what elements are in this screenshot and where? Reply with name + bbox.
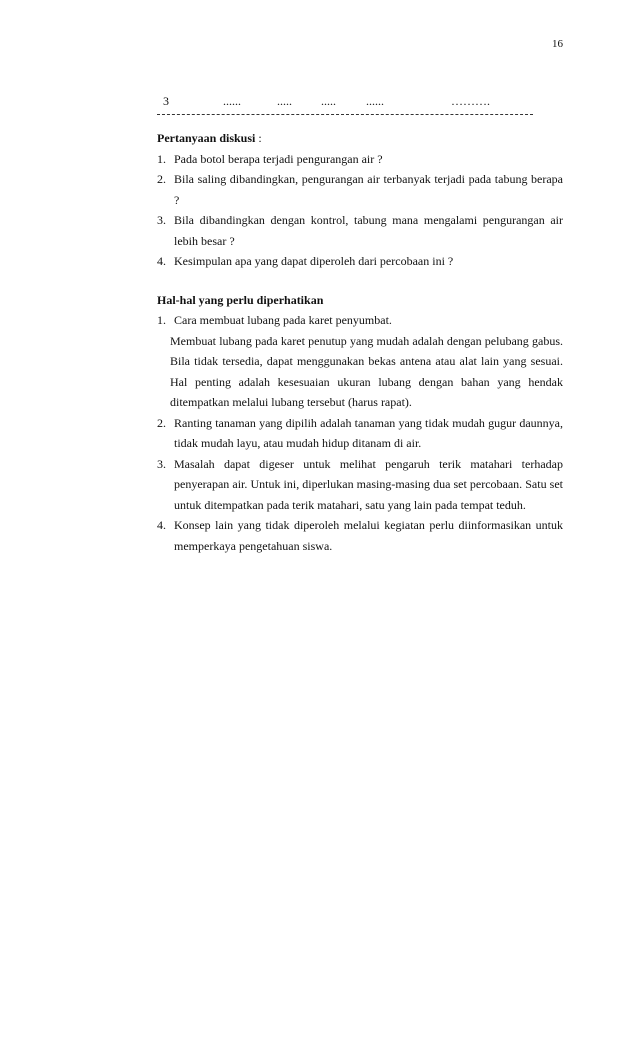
table-cell-number: 3 bbox=[163, 94, 169, 108]
list-item bbox=[157, 515, 563, 556]
section-spacer bbox=[157, 272, 563, 290]
list-item-text: Masalah dapat digeser untuk melihat pengaruh terik matahari terhadap penyerapan air. Untuk ini, diperlukan masing-masing dua set percobaan. Satu set untuk ditempatkan pada terik matahari, satu yang lain pada tempat teduh. bbox=[174, 456, 563, 512]
list-item-number: 3. bbox=[157, 213, 166, 227]
list-item-text: Pada botol berapa terjadi pengurangan air ? bbox=[174, 151, 383, 166]
notes-list bbox=[157, 310, 563, 556]
list-item-number: 1. bbox=[157, 313, 166, 327]
list-item bbox=[157, 454, 563, 516]
table-cell: ………. bbox=[451, 94, 490, 108]
list-item-text: Cara membuat lubang pada karet penyumbat. bbox=[174, 313, 392, 327]
dashed-divider bbox=[157, 114, 533, 115]
list-item-text: Konsep lain yang tidak diperoleh melalui kegiatan perlu diinformasikan untuk memperkaya pengetahuan siswa. bbox=[174, 518, 563, 553]
list-item-text: Kesimpulan apa yang dapat diperoleh dari percobaan ini ? bbox=[174, 254, 454, 268]
discussion-questions bbox=[157, 149, 563, 272]
list-item bbox=[157, 310, 563, 413]
list-item bbox=[157, 251, 563, 272]
list-item-number: 3. bbox=[157, 456, 166, 471]
page-content bbox=[157, 128, 563, 556]
list-item-number: 4. bbox=[157, 518, 166, 532]
discussion-heading bbox=[157, 128, 563, 149]
page-number: 16 bbox=[552, 38, 563, 50]
list-item bbox=[157, 169, 563, 210]
table-cell: ..... bbox=[321, 94, 336, 108]
table-cell: ...... bbox=[366, 94, 384, 108]
list-item bbox=[157, 149, 563, 170]
table-row bbox=[163, 94, 563, 110]
list-item bbox=[157, 210, 563, 251]
discussion-heading-text: Pertanyaan diskusi bbox=[157, 131, 256, 145]
table-cell: ..... bbox=[277, 94, 292, 108]
list-item-text: Bila saling dibandingkan, pengurangan air terbanyak terjadi pada tabung berapa ? bbox=[174, 172, 563, 207]
list-item-paragraph: Membuat lubang pada karet penutup yang mudah adalah dengan pelubang gabus. Bila tidak tersedia, dapat menggunakan bekas antena atau alat lain yang sesuai. Hal penting adalah kesesuaian ukuran lubang dengan bahan yang hendak ditempatkan melalui lubang tersebut (harus rapat). bbox=[170, 333, 563, 409]
list-item-text: Ranting tanaman yang dipilih adalah tanaman yang tidak mudah gugur daunnya, tidak mudah layu, atau mudah hidup ditanam di air. bbox=[174, 415, 563, 450]
list-item-line bbox=[157, 310, 563, 331]
discussion-heading-colon: : bbox=[255, 131, 262, 145]
list-item-number: 1. bbox=[157, 151, 166, 166]
list-item-text: Bila dibandingkan dengan kontrol, tabung mana mengalami pengurangan air lebih besar ? bbox=[174, 213, 563, 248]
list-item-number: 2. bbox=[157, 172, 166, 186]
notes-heading: Hal-hal yang perlu diperhatikan bbox=[157, 292, 324, 307]
list-item-number: 4. bbox=[157, 254, 166, 268]
table-cell: ...... bbox=[223, 94, 241, 108]
list-item-number: 2. bbox=[157, 415, 166, 430]
list-item bbox=[157, 413, 563, 454]
